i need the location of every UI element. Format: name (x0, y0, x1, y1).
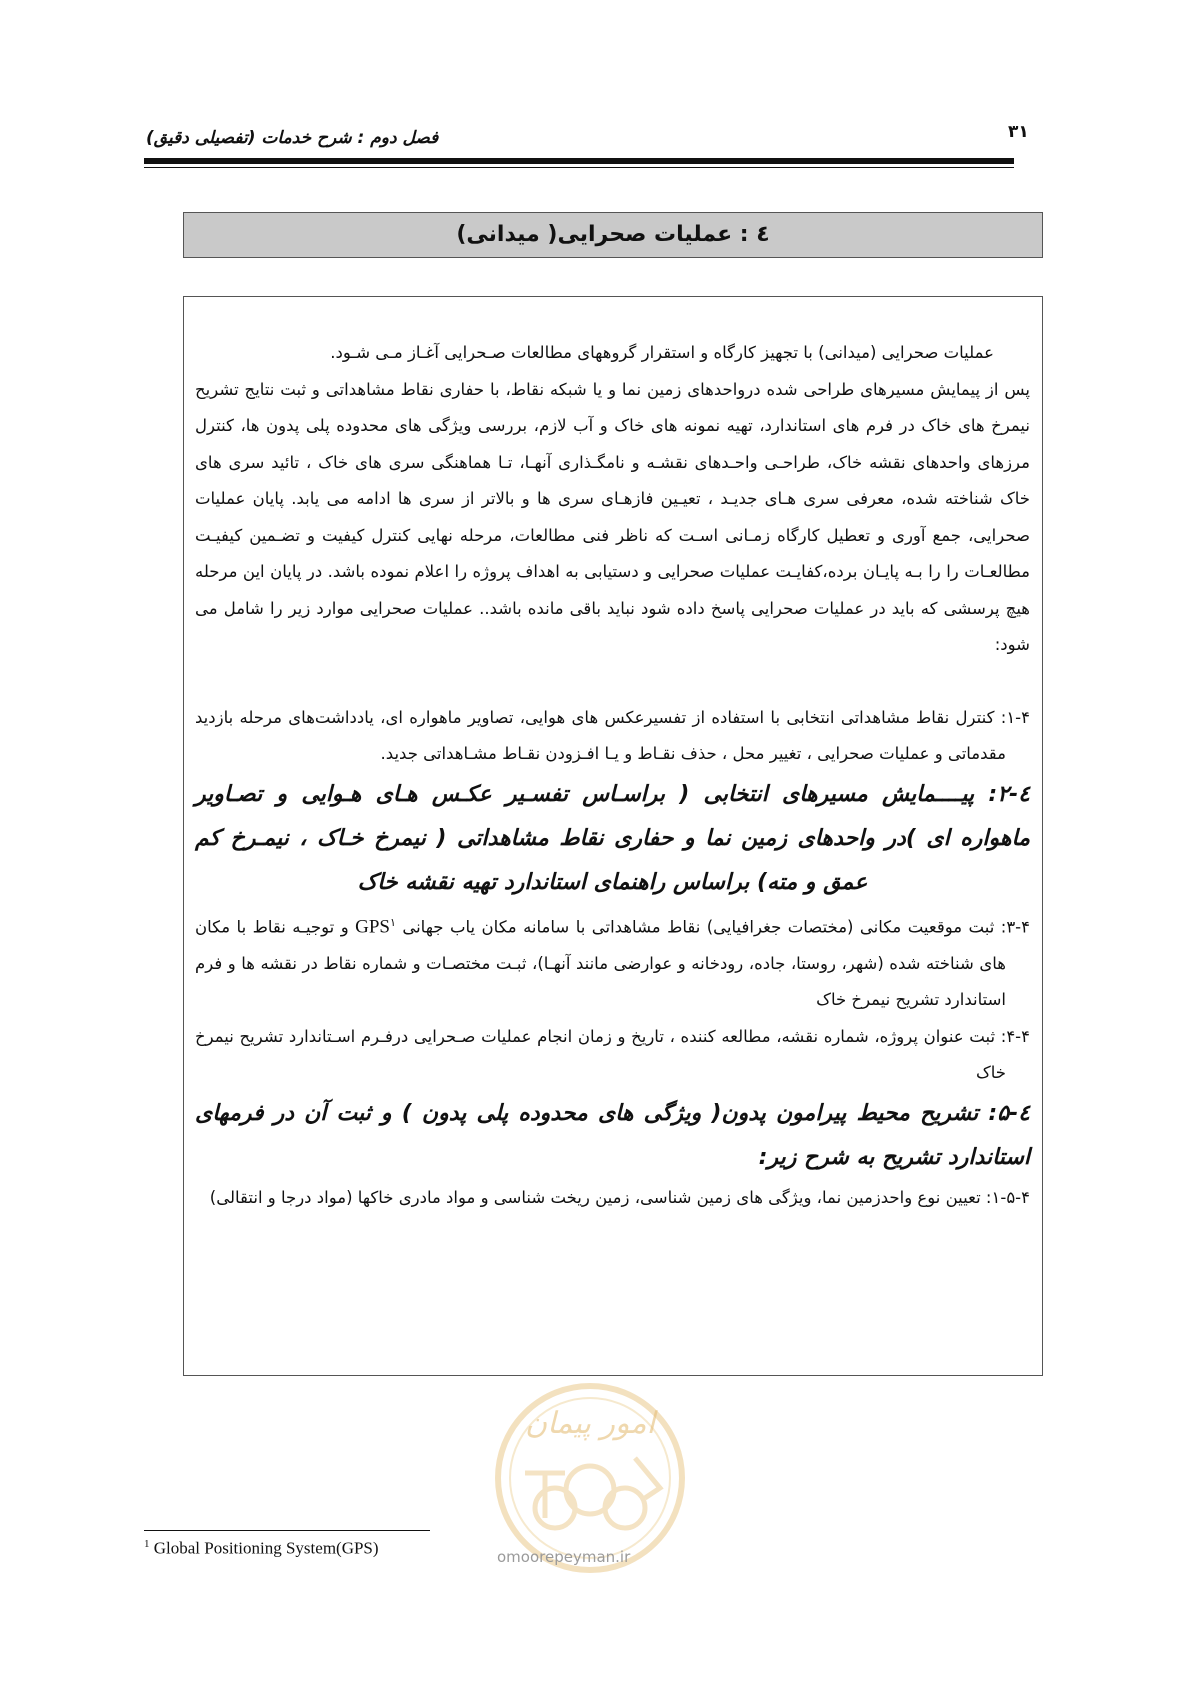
item-4-5-1: ۱-۵-۴: تعیین نوع واحدزمین نما، ویژگی های زمین شناسی، زمین ریخت شناسی و مواد مادری خاکها (مواد درجا و انتقالی) (209, 1187, 1030, 1207)
watermark-logo-text: امور پیمان (525, 1406, 655, 1441)
footnote-text: Global Positioning System(GPS) (149, 1538, 379, 1558)
item-4-3-text-a: ۳-۴: ثبت موقعیت مکانی (مختصات جغرافیایی) نقاط مشاهداتی با سامانه مکان یاب جهانی (395, 917, 1030, 936)
gps-term: GPS (355, 916, 390, 937)
content-body (195, 335, 1030, 1216)
page-number: ۳۱ (1008, 122, 1029, 142)
heading-4-2: ٤-۲: پیــــمایش مسیرهای انتخابی ( براسـاس تفسـیر عکـس هـای هـوایی و تصـاویر ماهواره ای )در واحدهای زمین نما و حفاری نقاط مشاهداتی ( نیمرخ خـاک ، نیمـرخ کم عمق و مته) براساس راهنمای استاندارد تهیه نقشه خاک (195, 781, 1030, 895)
section-title-bar (183, 212, 1043, 258)
intro-paragraph (195, 335, 1030, 664)
header-rule-thick (144, 158, 1014, 164)
footnote-ref: ۱ (389, 915, 396, 929)
intro-body: پس از پیمایش مسیرهای طراحی شده درواحدهای زمین نما و یا شبکه نقاط، با حفاری نقاط مشاهداتی و ثبت نتایج تشریح نیمرخ های خاک در فرم های استاندارد، تهیه نمونه های خاک و آب لازم، بررسی ویژگی های محدوده پلی پدون ها، کنترل مرزهای واحدهای نقشه خاک، طراحـی واحـدهای نقشـه و نامگـذاری آنهـا، تـا هماهنگی سری های خاک ، تائید سری های خاک شناخته شده، معرفی سری هـای جدیـد ، تعیـین فازهـای سری ها و بالاتر از سری ها ادامه می یابد. پایان عملیات صحرایی، جمع آوری و تعطیل کارگاه زمـانی اسـت که ناظر فنی مطالعات، مرحله نهایی کنترل کیفیت و تضـمین کیفیـت مطالعـات را را بـه پایـان برده،کفایـت عملیات صحرایی و دستیابی به اهداف پروژه را اعلام نموده باشد. در پایان این مرحله هیچ پرسشی که باید در عملیات صحرایی پاسخ داده شود نباید باقی مانده باشد.. عملیات صحرایی موارد زیر را شامل می شود: (195, 379, 1030, 654)
item-4-3 (195, 905, 1030, 1019)
heading-4-5: ٤-۵: تشریح محیط پیرامون پدون( ویژگی های محدوده پلی پدون ) و ثبت آن در فرمهای استاندارد تشریح به شرح زیر: (195, 1100, 1030, 1170)
item-4-4: ۴-۴: ثبت عنوان پروژه، شماره نقشه، مطالعه کننده ، تاریخ و زمان انجام عملیات صـحرایی درفـرم اسـتاندارد تشریح نیمرخ خاک (195, 1026, 1030, 1082)
header-rule-thin (144, 167, 1014, 168)
item-4-1: ۱-۴: کنترل نقاط مشاهداتی انتخابی با استفاده از تفسیرعکس های هوایی، تصاویر ماهواره ای، یادداشت‌های مرحله بازدید مقدماتی و عملیات صحرایی ، تغییر محل ، حذف نقـاط و یـا افـزودن نقـاط مشـاهداتی جدید. (195, 707, 1030, 763)
item-4-3-text-b: و توجیـه نقاط با مکان های شناخته شده (شهر، روستا، جاده، رودخانه و عوارضی مانند آنهـا)، ثبـت مختصـات و شماره نقاط در نقشه ها و فرم استاندارد تشریح نیمرخ خاک (195, 917, 1006, 1009)
footnote (144, 1538, 379, 1559)
intro-line-1: عملیات صحرایی (میدانی) با تجهیز کارگاه و استقرار گروههای مطالعات صـحرایی آغـاز مـی شـود. (330, 343, 994, 362)
footnote-rule (144, 1530, 430, 1531)
footnote-number: 1 (144, 1538, 150, 1550)
chapter-header-title: فصل دوم : شرح خدمات (تفصیلی دقیق) (146, 128, 439, 148)
section-title: ٤ : عملیات صحرایی( میدانی) (456, 222, 770, 247)
watermark-url: omoorepeyman.ir (497, 1548, 631, 1566)
